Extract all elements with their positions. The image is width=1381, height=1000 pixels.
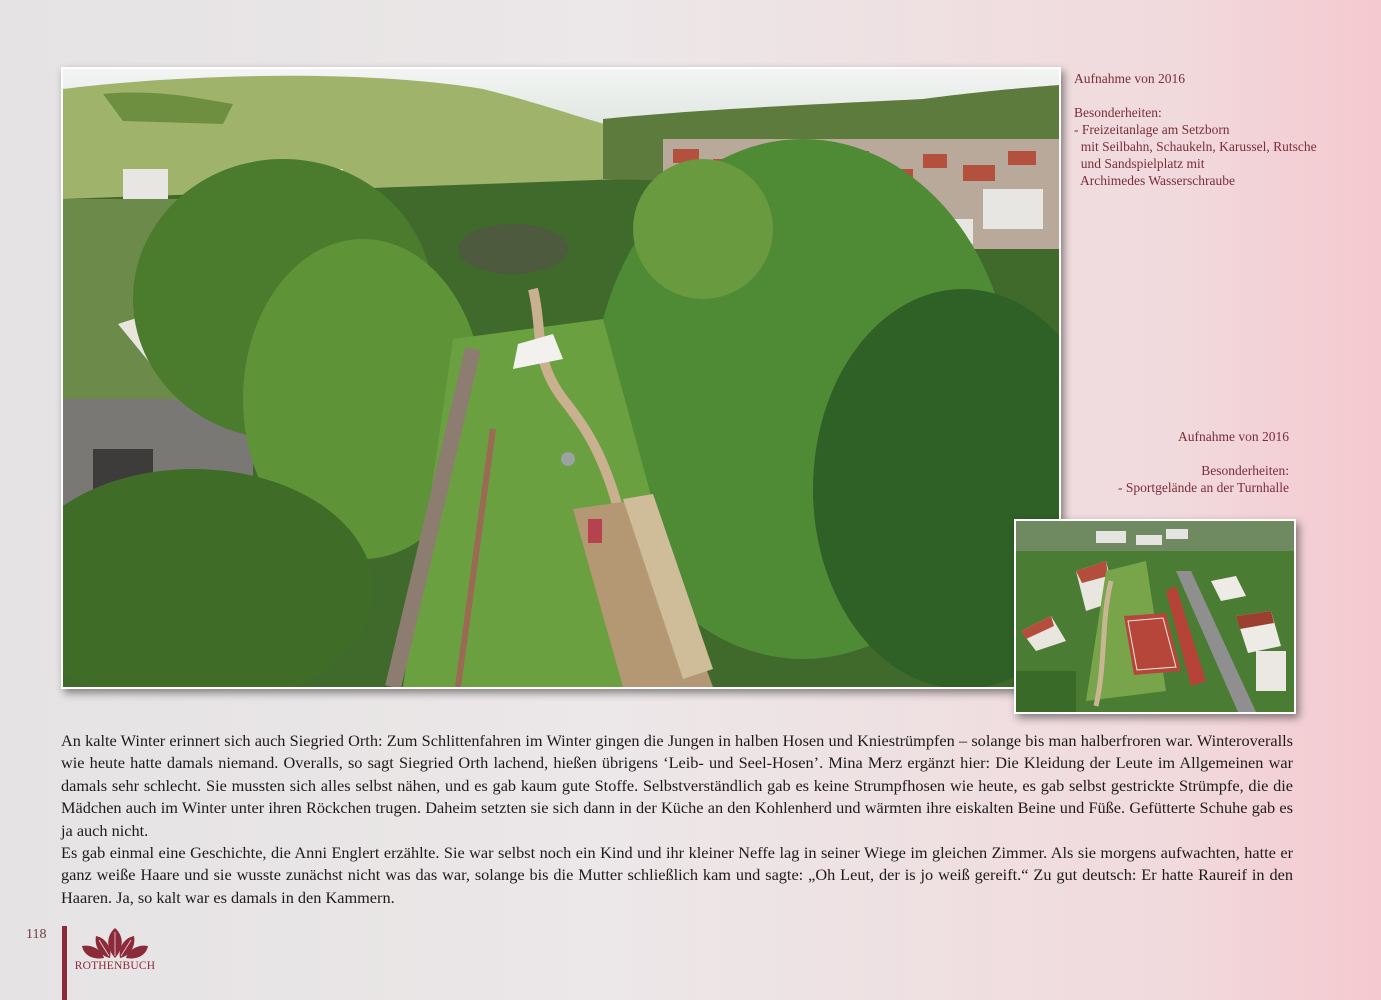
page-number: 118 [26, 927, 47, 942]
aerial-photo-sports-ground-image [1016, 521, 1294, 712]
aerial-photo-playground [61, 67, 1061, 689]
paragraph: An kalte Winter erinnert sich auch Siegried Orth: Zum Schlittenfahren im Winter gingen die Jungen in halben Hosen und Kniestrümpfen – solange bis man halberfroren war. Winteroveralls wie heute hatte damals niemand. Overalls, so sagt Siegried Orth lachend, hießen übrigens ‘Leib- und Seel-Hosen’. Mina Merz ergänzt hier: Die Kleidung der Leute im Allgemeinen war damals sehr schlecht. Sie mussten sich alles selbst nähen, und es gab kaum gute Stoffe. Selbstverständlich gab es keine Strumpfhosen wie heute, es gab selbst gestrickte Strümpfe, die die Mädchen auch im Winter unter ihren Röckchen trugen. Daheim setzten sie sich dann in der Küche an den Kohlenherd und wärmten ihre eiskalten Beine und Füße. Gefütterte Schuhe gab es ja auch nicht. [61, 731, 1293, 840]
page-bar-decoration [62, 926, 67, 1000]
aerial-photo-playground-image [63, 69, 1059, 687]
caption-small-photo [1118, 428, 1289, 496]
caption-line: mit Seilbahn, Schaukeln, Karussel, Rutsche [1074, 139, 1317, 154]
rothenbuch-logo [74, 926, 156, 978]
aerial-photo-sports-ground [1014, 519, 1296, 714]
caption-line: Aufnahme von 2016 [1074, 71, 1185, 86]
caption-line: Aufnahme von 2016 [1178, 429, 1289, 444]
caption-line: Besonderheiten: [1074, 105, 1162, 120]
caption-line: Archimedes Wasserschraube [1074, 173, 1235, 188]
caption-line: - Sportgelände an der Turnhalle [1118, 480, 1289, 495]
logo-wordmark: ROTHENBUCH [74, 960, 156, 972]
article-body [61, 730, 1293, 909]
caption-line: und Sandspielplatz mit [1074, 156, 1205, 171]
paragraph: Es gab einmal eine Geschichte, die Anni Englert erzählte. Sie war selbst noch ein Kind und ihr kleiner Neffe lag in seiner Wiege im gleichen Zimmer. Als sie morgens aufwachten, hatte er ganz weiße Haare und sie wusste zunächst nicht was das war, solange bis die Mutter schließlich kam und sagte: „Oh Leut, der is jo weiß gereift.“ Zu gut deutsch: Er hatte Raureif in den Haaren. Ja, so kalt war es damals in den Kammern. [61, 843, 1293, 907]
caption-line: - Freizeitanlage am Setzborn [1074, 122, 1230, 137]
leaf-emblem-icon [74, 926, 156, 962]
caption-main-photo [1074, 70, 1317, 189]
caption-line: Besonderheiten: [1201, 463, 1289, 478]
